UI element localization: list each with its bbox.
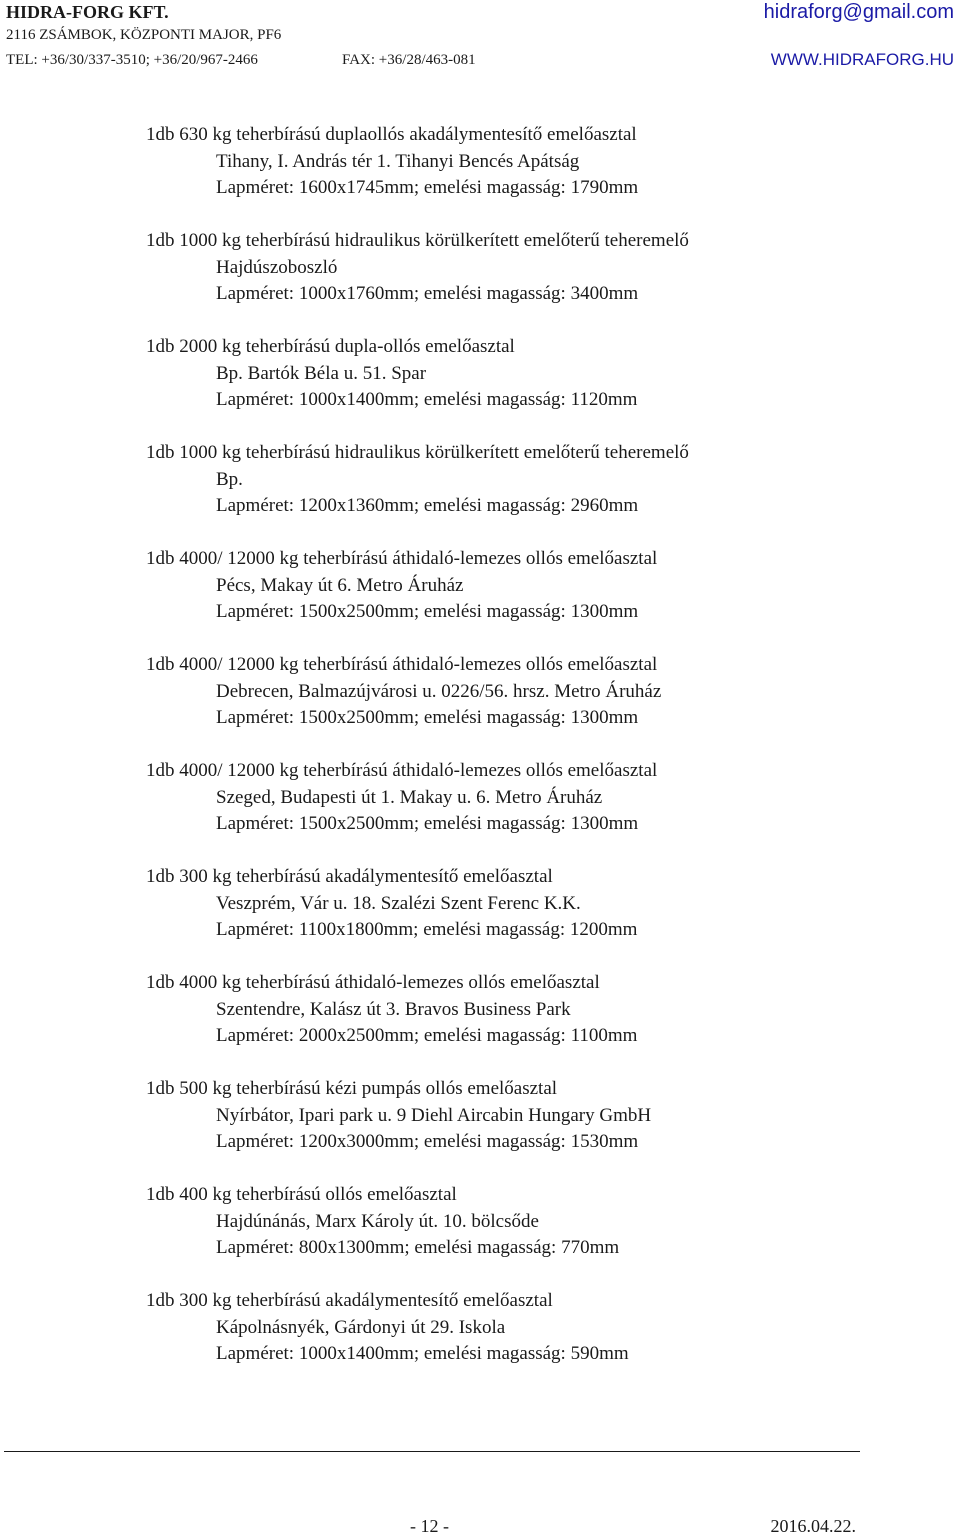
- entry-dimensions: Lapméret: 1200x1360mm; emelési magasság: 2960mm: [216, 495, 639, 516]
- entry-location: Veszprém, Vár u. 18. Szalézi Szent Ferenc K.K.: [216, 892, 581, 914]
- list-item: [146, 652, 946, 732]
- entry-location: Bp. Bartók Béla u. 51. Spar: [216, 362, 427, 384]
- entry-location: Hajdúszoboszló: [216, 256, 338, 278]
- list-item: [146, 228, 946, 308]
- entry-title: 1db 1000 kg teherbírású hidraulikus körülkerített emelőterű teheremelő: [146, 230, 689, 251]
- company-address: 2116 ZSÁMBOK, KÖZPONTI MAJOR, PF6: [6, 27, 282, 43]
- list-item: [146, 758, 946, 838]
- entry-location: Nyírbátor, Ipari park u. 9 Diehl Aircabin Hungary GmbH: [216, 1104, 652, 1126]
- company-phone: TEL: +36/30/337-3510; +36/20/967-2466: [6, 52, 258, 68]
- company-name: HIDRA-FORG KFT.: [6, 2, 169, 22]
- entry-dimensions: Lapméret: 800x1300mm; emelési magasság: 770mm: [216, 1237, 620, 1258]
- entry-location: Debrecen, Balmazújvárosi u. 0226/56. hrsz. Metro Áruház: [216, 680, 662, 702]
- entry-title: 1db 4000/ 12000 kg teherbírású áthidaló-lemezes ollós emelőasztal: [146, 548, 658, 569]
- list-item: [146, 546, 946, 626]
- entry-location: Szentendre, Kalász út 3. Bravos Business Park: [216, 998, 571, 1020]
- entry-dimensions: Lapméret: 1500x2500mm; emelési magasság: 1300mm: [216, 601, 639, 622]
- entry-dimensions: Lapméret: 1500x2500mm; emelési magasság: 1300mm: [216, 707, 639, 728]
- email-link[interactable]: hidraforg@gmail.com: [763, 1, 954, 23]
- footer-date: 2016.04.22.: [770, 1516, 856, 1536]
- entry-title: 1db 4000/ 12000 kg teherbírású áthidaló-lemezes ollós emelőasztal: [146, 654, 658, 675]
- entry-dimensions: Lapméret: 1100x1800mm; emelési magasság: 1200mm: [216, 919, 638, 940]
- list-item: [146, 970, 946, 1050]
- entry-dimensions: Lapméret: 1600x1745mm; emelési magasság: 1790mm: [216, 177, 639, 198]
- entry-location: Kápolnásnyék, Gárdonyi út 29. Iskola: [216, 1316, 506, 1338]
- entry-title: 1db 400 kg teherbírású ollós emelőasztal: [146, 1184, 457, 1205]
- entry-dimensions: Lapméret: 1000x1400mm; emelési magasság: 590mm: [216, 1343, 629, 1364]
- entry-title: 1db 630 kg teherbírású duplaollós akadálymentesítő emelőasztal: [146, 124, 637, 145]
- entry-title: 1db 1000 kg teherbírású hidraulikus körülkerített emelőterű teheremelő: [146, 442, 689, 463]
- list-item: [146, 1182, 946, 1262]
- entry-title: 1db 2000 kg teherbírású dupla-ollós emelőasztal: [146, 336, 515, 357]
- list-item: [146, 864, 946, 944]
- entry-dimensions: Lapméret: 1000x1400mm; emelési magasság: 1120mm: [216, 389, 638, 410]
- entry-title: 1db 4000/ 12000 kg teherbírású áthidaló-lemezes ollós emelőasztal: [146, 760, 658, 781]
- entry-dimensions: Lapméret: 2000x2500mm; emelési magasság: 1100mm: [216, 1025, 638, 1046]
- entry-title: 1db 300 kg teherbírású akadálymentesítő emelőasztal: [146, 866, 553, 887]
- list-item: [146, 122, 946, 202]
- entry-title: 1db 300 kg teherbírású akadálymentesítő emelőasztal: [146, 1290, 553, 1311]
- entry-location: Pécs, Makay út 6. Metro Áruház: [216, 574, 464, 596]
- list-item: [146, 440, 946, 520]
- entry-location: Tihany, I. András tér 1. Tihanyi Bencés Apátság: [216, 150, 580, 172]
- entry-title: 1db 4000 kg teherbírású áthidaló-lemezes ollós emelőasztal: [146, 972, 600, 993]
- entry-title: 1db 500 kg teherbírású kézi pumpás ollós emelőasztal: [146, 1078, 558, 1099]
- entry-location: Hajdúnánás, Marx Károly út. 10. bölcsőde: [216, 1210, 539, 1232]
- entry-dimensions: Lapméret: 1500x2500mm; emelési magasság: 1300mm: [216, 813, 639, 834]
- entry-location: Bp.: [216, 468, 243, 490]
- list-item: [146, 1076, 946, 1156]
- company-fax: FAX: +36/28/463-081: [342, 52, 476, 68]
- list-item: [146, 334, 946, 414]
- entry-dimensions: Lapméret: 1000x1760mm; emelési magasság: 3400mm: [216, 283, 639, 304]
- entry-location: Szeged, Budapesti út 1. Makay u. 6. Metro Áruház: [216, 786, 603, 808]
- list-item: [146, 1288, 946, 1368]
- page-number: - 12 -: [410, 1516, 449, 1536]
- website-link[interactable]: WWW.HIDRAFORG.HU: [770, 50, 954, 69]
- entry-dimensions: Lapméret: 1200x3000mm; emelési magasság: 1530mm: [216, 1131, 639, 1152]
- reference-list: [146, 122, 946, 1394]
- footer-divider: [4, 1451, 860, 1452]
